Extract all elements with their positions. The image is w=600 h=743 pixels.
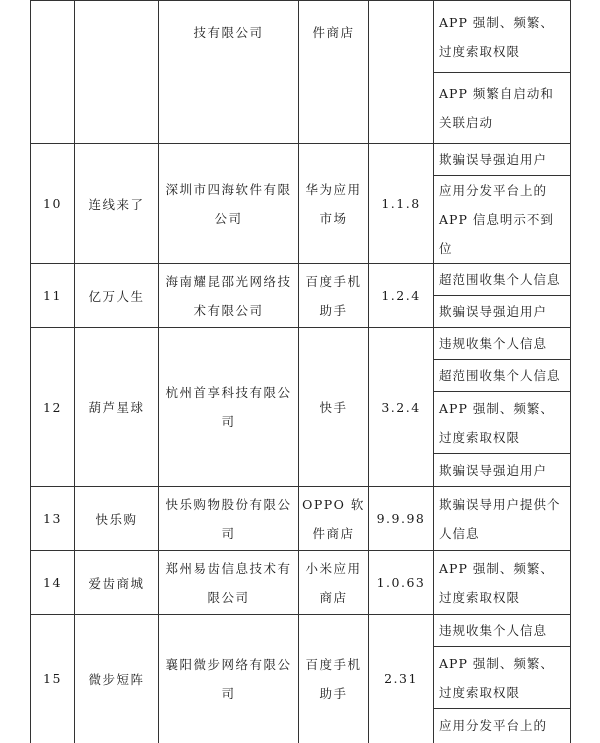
issue-cell: APP 强制、频繁、过度索取权限 bbox=[434, 551, 571, 615]
row-store-cell: 百度手机助手 bbox=[299, 615, 369, 743]
issue-cell: 欺骗误导强迫用户 bbox=[434, 454, 571, 487]
row-company-cell: 襄阳微步网络有限公司 bbox=[159, 615, 299, 743]
issue-cell: APP 强制、频繁、过度索取权限 bbox=[434, 647, 571, 709]
issue-cell: 欺骗误导强迫用户 bbox=[434, 296, 571, 328]
issue-cell: 超范围收集个人信息 bbox=[434, 360, 571, 392]
issue-cell: 超范围收集个人信息 bbox=[434, 264, 571, 296]
issue-cell: 欺骗误导用户提供个人信息 bbox=[434, 487, 571, 551]
issue-cell: APP 强制、频繁、过度索取权限 bbox=[434, 392, 571, 454]
row-store-cell: 百度手机助手 bbox=[299, 264, 369, 328]
app-violation-table bbox=[30, 0, 571, 743]
issue-cell: 欺骗误导强迫用户 bbox=[434, 144, 571, 176]
row-app-cell: 爱齿商城 bbox=[75, 551, 159, 615]
row-store-cell: 快手 bbox=[299, 328, 369, 487]
row-app-cell: 快乐购 bbox=[75, 487, 159, 551]
issue-cell: 应用分发平台上的 APP 信息明示不到位 bbox=[434, 176, 571, 264]
issue-cell: 违规收集个人信息 bbox=[434, 328, 571, 360]
row-no-cell: 15 bbox=[31, 615, 75, 743]
row-no-cell: 11 bbox=[31, 264, 75, 328]
row-no-cell bbox=[31, 1, 75, 144]
row-company-cell: 海南耀昆邵光网络技术有限公司 bbox=[159, 264, 299, 328]
issue-cell: 违规收集个人信息 bbox=[434, 615, 571, 647]
row-company-cell: 快乐购物股份有限公司 bbox=[159, 487, 299, 551]
row-app-cell: 葫芦星球 bbox=[75, 328, 159, 487]
issue-cell: APP 频繁自启动和关联启动 bbox=[434, 73, 571, 144]
row-store-cell: OPPO 软件商店 bbox=[299, 487, 369, 551]
row-company-cell: 深圳市四海软件有限公司 bbox=[159, 144, 299, 264]
row-app-cell: 亿万人生 bbox=[75, 264, 159, 328]
row-store-cell: 件商店 bbox=[299, 1, 369, 144]
row-app-cell: 连线来了 bbox=[75, 144, 159, 264]
row-no-cell: 14 bbox=[31, 551, 75, 615]
issue-cell: 应用分发平台上的 bbox=[434, 709, 571, 743]
issue-cell: APP 强制、频繁、过度索取权限 bbox=[434, 1, 571, 73]
row-company-cell: 杭州首享科技有限公司 bbox=[159, 328, 299, 487]
row-company-cell: 郑州易齿信息技术有限公司 bbox=[159, 551, 299, 615]
row-version-cell: 2.31 bbox=[369, 615, 434, 743]
row-version-cell bbox=[369, 1, 434, 144]
row-no-cell: 13 bbox=[31, 487, 75, 551]
row-no-cell: 12 bbox=[31, 328, 75, 487]
row-version-cell: 1.0.63 bbox=[369, 551, 434, 615]
row-company-cell: 技有限公司 bbox=[159, 1, 299, 144]
row-version-cell: 9.9.98 bbox=[369, 487, 434, 551]
row-store-cell: 华为应用市场 bbox=[299, 144, 369, 264]
row-version-cell: 1.1.8 bbox=[369, 144, 434, 264]
row-version-cell: 1.2.4 bbox=[369, 264, 434, 328]
row-store-cell: 小米应用商店 bbox=[299, 551, 369, 615]
row-no-cell: 10 bbox=[31, 144, 75, 264]
row-version-cell: 3.2.4 bbox=[369, 328, 434, 487]
row-app-cell: 微步短阵 bbox=[75, 615, 159, 743]
row-app-cell bbox=[75, 1, 159, 144]
